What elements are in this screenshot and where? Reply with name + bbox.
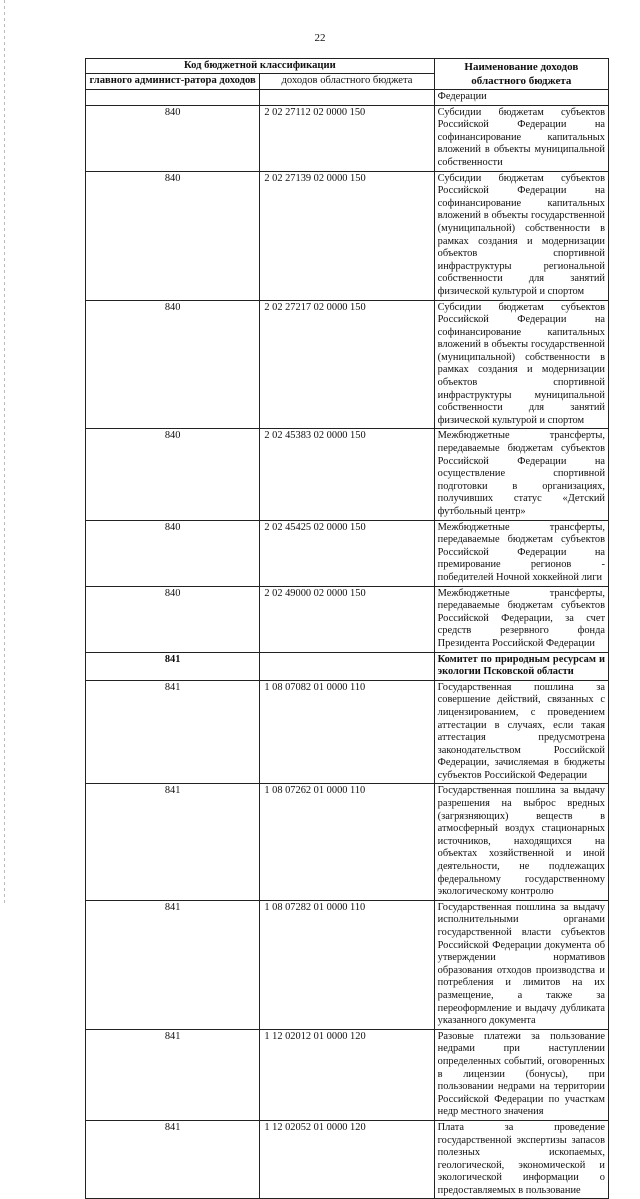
cell-name: Федерации <box>434 90 608 106</box>
cell-admin: 840 <box>86 105 260 171</box>
cell-admin: 841 <box>86 784 260 900</box>
budget-classification-table <box>85 58 609 1199</box>
header-budget-classification-code: Код бюджетной классификации <box>86 59 435 74</box>
cell-code <box>260 90 434 106</box>
cell-name: Государственная пошлина за выдачу разрешения на выброс вредных (загрязняющих) веществ в атмосферный воздух стационарных источников, находящихся на объектах хозяйственной и иной деятельности, не подлежащих федеральному государственному экологическому контролю <box>434 784 608 900</box>
cell-admin: 841 <box>86 900 260 1029</box>
table-row <box>86 300 609 429</box>
page-number: 22 <box>314 32 326 44</box>
cell-admin: 840 <box>86 300 260 429</box>
cell-name: Субсидии бюджетам субъектов Российской Федерации на софинансирование капитальных вложений в объекты государственной (муниципальной) собственности в рамках создания и модернизации объектов спортивной инфраструктуры региональной собственности для занятий физической культурой и спортом <box>434 171 608 300</box>
cell-code: 2 02 45425 02 0000 150 <box>260 520 434 586</box>
page-edge-line <box>4 0 5 905</box>
cell-admin: 841 <box>86 1120 260 1199</box>
cell-admin: 841 <box>86 1029 260 1120</box>
cell-code: 2 02 27112 02 0000 150 <box>260 105 434 171</box>
cell-name: Государственная пошлина за выдачу исполнительными органами государственной власти субъектов Российской Федерации документа об утверждении нормативов образования отходов производства и потребления и лимитов на их размещение, а также за переоформление и выдачу дубликата указанного документа <box>434 900 608 1029</box>
cell-name: Разовые платежи за пользование недрами при наступлении определенных событий, оговоренных в лицензии (бонусы), при пользовании недрами на территории Российской Федерации по участкам недр местного значения <box>434 1029 608 1120</box>
header-revenue-name: Наименование доходов областного бюджета <box>434 59 608 90</box>
cell-code <box>260 652 434 680</box>
table-row <box>86 429 609 520</box>
cell-code: 1 12 02052 01 0000 120 <box>260 1120 434 1199</box>
table-row <box>86 784 609 900</box>
table-row <box>86 900 609 1029</box>
table-row <box>86 586 609 652</box>
cell-name: Межбюджетные трансферты, передаваемые бюджетам субъектов Российской Федерации на премирование регионов - победителей Ночной хоккейной лиги <box>434 520 608 586</box>
cell-code: 2 02 49000 02 0000 150 <box>260 586 434 652</box>
cell-admin <box>86 90 260 106</box>
cell-code: 2 02 45383 02 0000 150 <box>260 429 434 520</box>
cell-code: 1 12 02012 01 0000 120 <box>260 1029 434 1120</box>
cell-code: 2 02 27139 02 0000 150 <box>260 171 434 300</box>
cell-name: Субсидии бюджетам субъектов Российской Федерации на софинансирование капитальных вложений в объекты муниципальной собственности <box>434 105 608 171</box>
cell-admin: 840 <box>86 429 260 520</box>
table-row-continuation <box>86 90 609 106</box>
cell-code: 1 08 07262 01 0000 110 <box>260 784 434 900</box>
cell-name: Межбюджетные трансферты, передаваемые бюджетам субъектов Российской Федерации на осуществление спортивной подготовки в организациях, получивших статус «Детский футбольный центр» <box>434 429 608 520</box>
header-revenue-code: доходов областного бюджета <box>260 73 434 89</box>
cell-admin: 841 <box>86 680 260 784</box>
table-row <box>86 652 609 680</box>
cell-name: Субсидии бюджетам субъектов Российской Федерации на софинансирование капитальных вложений в объекты государственной (муниципальной) собственности в рамках создания и модернизации объектов спортивной инфраструктуры муниципальной собственности для занятий физической культурой и спортом <box>434 300 608 429</box>
header-admin: главного админист-ратора доходов <box>86 73 260 89</box>
cell-name: Государственная пошлина за совершение действий, связанных с лицензированием, с проведением аттестации в случаях, если такая аттестация предусмотрена законодательством Российской Федерации, зачисляемая в бюджеты субъектов Российской Федерации <box>434 680 608 784</box>
cell-admin: 840 <box>86 171 260 300</box>
table-body <box>86 90 609 1199</box>
cell-code: 1 08 07282 01 0000 110 <box>260 900 434 1029</box>
table-row <box>86 105 609 171</box>
cell-admin: 841 <box>86 652 260 680</box>
table-row <box>86 171 609 300</box>
table-row <box>86 520 609 586</box>
table-row <box>86 1120 609 1199</box>
cell-name: Плата за проведение государственной экспертизы запасов полезных ископаемых, геологической, экономической и экологической информации о предоставляемых в пользование <box>434 1120 608 1199</box>
table-row <box>86 1029 609 1120</box>
cell-code: 2 02 27217 02 0000 150 <box>260 300 434 429</box>
table-row <box>86 680 609 784</box>
cell-name: Комитет по природным ресурсам и экологии Псковской области <box>434 652 608 680</box>
cell-admin: 840 <box>86 520 260 586</box>
cell-code: 1 08 07082 01 0000 110 <box>260 680 434 784</box>
cell-admin: 840 <box>86 586 260 652</box>
cell-name: Межбюджетные трансферты, передаваемые бюджетам субъектов Российской Федерации, за счет средств резервного фонда Президента Российской Федерации <box>434 586 608 652</box>
